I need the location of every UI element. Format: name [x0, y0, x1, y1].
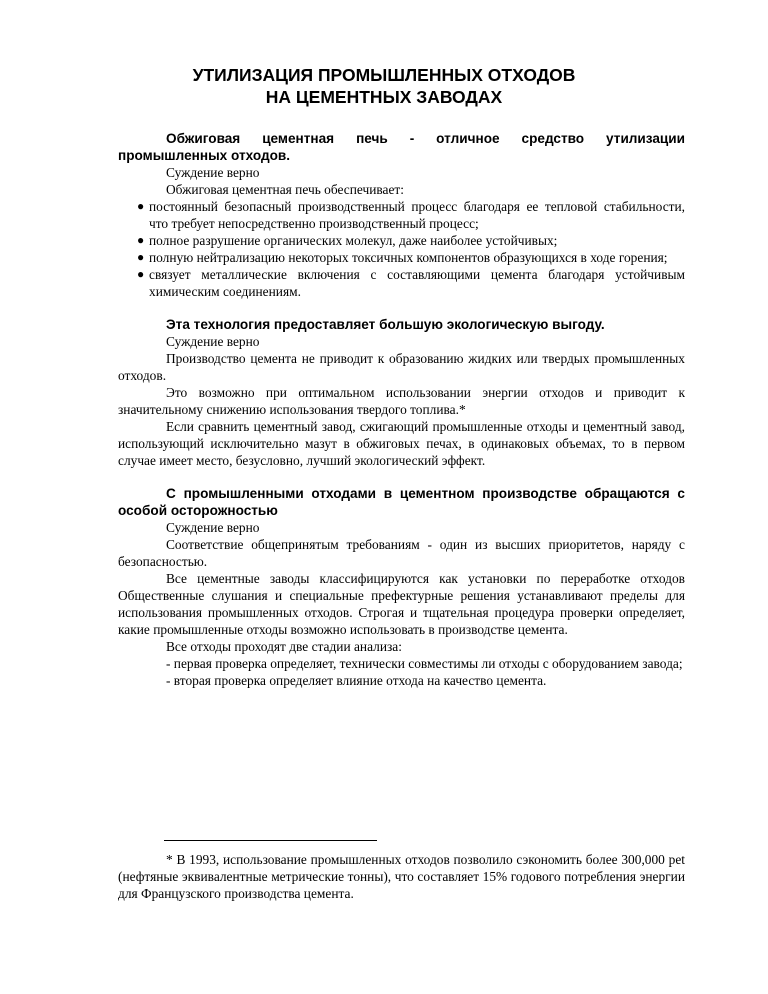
section-heading: С промышленными отходами в цементном производстве обращаются с особой осторожностью: [118, 486, 685, 518]
bullet-icon: ●: [137, 250, 145, 264]
verdict-text: Суждение верно: [166, 334, 260, 349]
paragraph: Соответствие общепринятым требованиям - один из высших приоритетов, наряду с безопасностью.: [118, 537, 685, 569]
paragraph: Если сравнить цементный завод, сжигающий промышленные отходы и цементный завод, использующий исключительно мазут в обжиговых печах, в одинаковых объемах, то в первом случае имеет место, безусловно, лучший экологический эффект.: [118, 419, 685, 468]
section-heading: Эта технология предоставляет большую экологическую выгоду.: [166, 317, 605, 332]
bullet-list: [118, 198, 685, 300]
footnote-divider: [164, 840, 377, 841]
section-kiln-utilization: [118, 130, 685, 300]
list-item: ● постоянный безопасный производственный процесс благодаря ее тепловой стабильности, что требует непосредственно производственный процесс;: [137, 199, 685, 231]
section-careful-handling: [118, 485, 685, 689]
paragraph: Все цементные заводы классифицируются как установки по переработке отходов Общественные слушания и специальные префектурные решения устанавливают пределы для использования промышленных отходов. Строгая и тщательная процедура проверки определяет, какие промышленные отходы возможно использовать в производстве цемента.: [118, 571, 685, 637]
footnote: * В 1993, использование промышленных отходов позволило сэкономить более 300,000 pet (нефтяные эквивалентные метрические тонны), что составляет 15% годового потребления энергии для Французского производства цемента.: [118, 852, 685, 901]
bullet-icon: ●: [137, 267, 145, 281]
bullet-icon: ●: [137, 233, 145, 247]
verdict-text: Суждение верно: [166, 165, 260, 180]
paragraph: - первая проверка определяет, технически совместимы ли отходы с оборудованием завода;: [166, 656, 683, 671]
paragraph: Производство цемента не приводит к образованию жидких или твердых промышленных отходов.: [118, 351, 685, 383]
intro-text: Обжиговая цементная печь обеспечивает:: [166, 182, 404, 197]
section-heading: Обжиговая цементная печь - отличное средство утилизации промышленных отходов.: [118, 131, 685, 163]
title-line-2: НА ЦЕМЕНТНЫХ ЗАВОДАХ: [265, 87, 503, 107]
list-item: ● полное разрушение органических молекул, даже наиболее устойчивых;: [137, 233, 558, 248]
list-item: ● полную нейтрализацию некоторых токсичных компонентов образующихся в ходе горения;: [137, 250, 668, 265]
verdict-text: Суждение верно: [166, 520, 260, 535]
document-body: [118, 130, 685, 689]
title-line-1: УТИЛИЗАЦИЯ ПРОМЫШЛЕННЫХ ОТХОДОВ: [192, 65, 576, 85]
paragraph: Все отходы проходят две стадии анализа:: [166, 639, 402, 654]
paragraph: - вторая проверка определяет влияние отхода на качество цемента.: [166, 673, 547, 688]
list-item: ● связует металлические включения с составляющими цемента благодаря устойчивым химическим соединениям.: [137, 267, 685, 299]
document-title: [0, 64, 768, 108]
paragraph: Это возможно при оптимальном использовании энергии отходов и приводит к значительному снижению использования твердого топлива.*: [118, 385, 685, 417]
bullet-icon: ●: [137, 199, 145, 213]
section-ecological-benefit: [118, 316, 685, 469]
